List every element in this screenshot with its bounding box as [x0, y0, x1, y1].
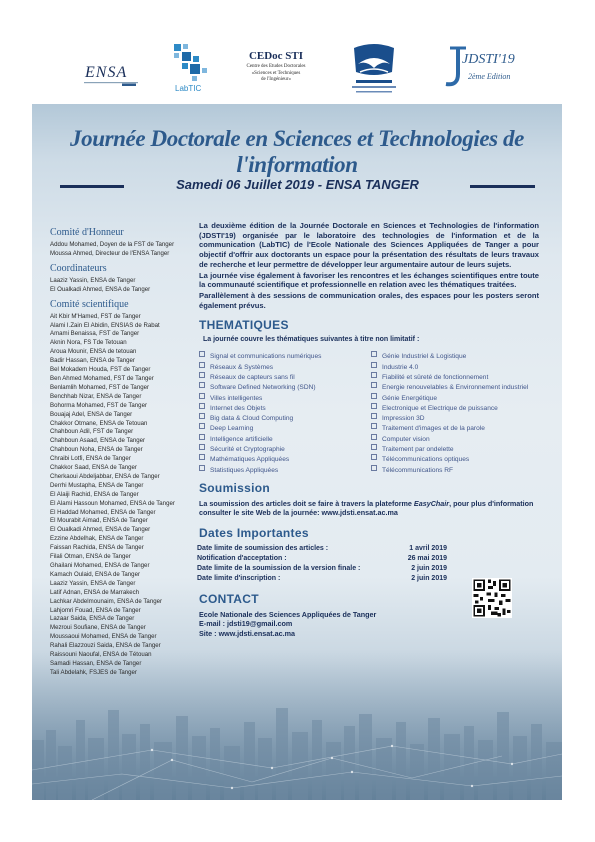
checkbox-icon	[199, 444, 205, 450]
thematique-label: Génie Industriel & Logistique	[382, 353, 467, 361]
thematique-label: Impression 3D	[382, 415, 425, 423]
cedoc-line-3: de l'Ingénieur»	[261, 77, 291, 82]
checkbox-icon	[371, 423, 377, 429]
coordinateurs-list	[50, 277, 200, 295]
checkbox-icon	[199, 382, 205, 388]
thematique-item	[199, 403, 367, 413]
checkbox-icon	[371, 382, 377, 388]
comite-scientifique-member: Aroua Mounir, ENSA de tetouan	[50, 348, 137, 356]
date-row	[197, 554, 447, 564]
cedoc-title: CEDoc STI	[248, 50, 304, 62]
thematique-item	[199, 351, 367, 361]
comite-scientifique-member: Lahjomri Fouad, ENSA de Tanger	[50, 606, 141, 614]
checkbox-icon	[371, 403, 377, 409]
comite-scientifique-member: Badir Hassan, ENSA de Tanger	[50, 357, 135, 365]
honneur-list	[50, 241, 200, 259]
comite-scientifique-member: Benlamlih Mohamed, FST de Tanger	[50, 383, 150, 391]
comite-scientifique-member: Raissouni Naoufal, ENSA de Tétouan	[50, 651, 152, 659]
comite-scientifique-list	[50, 313, 200, 678]
comite-scientifique-member: Lazaar Saida, ENSA de Tanger	[50, 615, 135, 623]
date-value: 26 mai 2019	[407, 554, 447, 562]
comite-scientifique-member: El Alaiji Rachid, ENSA de Tanger	[50, 490, 139, 498]
comite-scientifique-member: Chahboun Adil, FST de Tanger	[50, 428, 134, 436]
checkbox-icon	[371, 454, 377, 460]
thematique-label: Télécommunications optiques	[382, 456, 470, 464]
thematique-item	[371, 382, 539, 392]
comite-scientifique-member: Chahboun Noha, ENSA de Tanger	[50, 446, 143, 454]
labtic-logo-text: LabTIC	[175, 84, 202, 93]
thematique-label: Deep Learning	[210, 425, 254, 433]
honneur-member: Addou Mohamed, Doyen de la FST de Tanger	[50, 241, 175, 248]
thematique-label: Industrie 4.0	[382, 363, 419, 371]
comite-scientifique-member: Amami Benaissa, FST de Tanger	[50, 330, 140, 338]
thematiques-column-2	[371, 351, 539, 475]
comite-scientifique-member: Chraibi Lotfi, ENSA de Tanger	[50, 455, 131, 463]
checkbox-icon	[199, 465, 205, 471]
checkbox-icon	[371, 444, 377, 450]
checkbox-icon	[199, 403, 205, 409]
contact-title: CONTACT	[199, 591, 259, 606]
intro-paragraph-1: La deuxième édition de la Journée Doctorale en Sciences et Technologies de l'information (JDSTI'19) organisée par le laboratoire des technologies de l'information et de la communication (LabTIC) de l'Ecole Nationale des Sciences Appliquées de Tanger a pour objectif d'offrir aux doctorants un espace pour la présentation des résultats de leurs travaux de recherche et leur permettre de développer leur argumentaire autour de leurs sujets.	[199, 221, 539, 269]
thematique-label: Statistiques Appliquées	[210, 466, 279, 474]
comite-scientifique-member: Aknin Nora, FS Tde Tetouan	[50, 339, 127, 347]
contact-email[interactable]: E-mail : jdsti19@gmail.com	[199, 619, 293, 629]
comite-scientifique-member: El Oualkadi Ahmed, ENSA de Tanger	[50, 526, 151, 534]
comite-scientifique-member: Chakkor Saad, ENSA de Tanger	[50, 464, 137, 472]
comite-scientifique-member: Kamach Oulaid, ENSA de Tanger	[50, 570, 140, 578]
soumission-text-post: , pour plus d'information consulter le site Web de la journée: www.jdsti.ensat.ac.ma	[199, 498, 534, 518]
checkbox-icon	[371, 393, 377, 399]
ensa-logo	[82, 62, 140, 90]
coordinateur-member: El Oualkadi Ahmed, ENSA de Tanger	[50, 285, 151, 293]
thematique-label: Intelligence artificielle	[210, 435, 273, 443]
thematique-label: Big data & Cloud Computing	[210, 415, 294, 423]
comite-scientifique-member: Derrhi Mustapha, ENSA de Tanger	[50, 481, 144, 489]
thematique-item	[199, 423, 367, 433]
ensa-logo-text: ENSA	[85, 64, 128, 81]
checkbox-icon	[371, 413, 377, 419]
thematique-item	[199, 372, 367, 382]
labtic-logo-graphic	[168, 42, 212, 86]
date-value: 2 juin 2019	[411, 574, 447, 582]
jdsti-title: JDSTI'19	[462, 52, 515, 67]
comite-scientifique-member: Chakkor Otmane, ENSA de Tetouan	[50, 419, 148, 427]
university-seal-graphic	[344, 42, 404, 100]
comite-scientifique-member: Samadi Hassan, ENSA de Tanger	[50, 659, 142, 667]
checkbox-icon	[199, 454, 205, 460]
thematique-label: Traitement par ondelette	[382, 446, 454, 453]
cedoc-line-2: «Sciences et Techniques	[251, 70, 301, 76]
comite-scientifique-title: Comité scientifique	[50, 298, 129, 310]
thematique-item	[199, 413, 367, 423]
thematique-item	[371, 372, 539, 382]
checkbox-icon	[199, 423, 205, 429]
committees-column	[50, 226, 200, 678]
thematiques-list	[199, 351, 539, 475]
comite-scientifique-member: Bel Mokadem Houda, FST de Tanger	[50, 366, 151, 374]
thematique-label: Réseaux & Systèmes	[210, 363, 274, 371]
comite-scientifique-member: Bohorma Mohamed, FST de Tanger	[50, 401, 147, 409]
thematique-label: Software Defined Networking (SDN)	[210, 384, 316, 392]
intro-paragraph-2: La journée vise également à favoriser les rencontres et les échanges scientifiques entre toute la communauté scientifique et professionnelle en relation avec les thématiques traitées.	[199, 270, 539, 290]
dates-title: Dates Importantes	[199, 525, 309, 540]
dateline	[60, 178, 535, 194]
checkbox-icon	[199, 393, 205, 399]
qr-code-icon	[472, 578, 512, 618]
cedoc-logo	[236, 50, 316, 96]
thematique-item	[199, 444, 367, 454]
comite-scientifique-member: Rahali Elazzouzi Saida, ENSA de Tanger	[50, 642, 161, 650]
comite-scientifique-member: Latif Adnan, ENSA de Marrakech	[50, 588, 140, 596]
comite-scientifique-member: Alami I.Zain El Abidin, ENSIAS de Rabat	[50, 321, 160, 329]
thematique-label: Fiabilité et sûreté de fonctionnement	[382, 373, 489, 381]
thematique-item	[371, 423, 539, 433]
thematique-label: Internet des Objets	[210, 404, 266, 412]
comite-scientifique-member: Chahboun Asaad, ENSA de Tanger	[50, 437, 146, 445]
comite-scientifique-member: Faissan Rachida, ENSA de Tanger	[50, 544, 144, 552]
thematique-item	[199, 434, 367, 444]
comite-scientifique-member: Mezroui Soufiane, ENSA de Tanger	[50, 624, 146, 632]
comite-scientifique-member: Bouajaj Adel, ENSA de Tanger	[50, 410, 133, 418]
coordinateur-member: Laaziz Yassin, ENSA de Tanger	[50, 276, 136, 284]
soumission-text	[199, 499, 539, 518]
thematique-item	[371, 454, 539, 464]
thematique-item	[371, 351, 539, 361]
logo-strip	[0, 0, 595, 104]
date-label: Notification d'acceptation :	[197, 554, 287, 562]
checkbox-icon	[199, 434, 205, 440]
honneur-member: Moussa Ahmed, Directeur de l'ENSA Tanger	[50, 249, 170, 257]
thematique-label: Villes intelligentes	[210, 394, 263, 402]
thematique-item	[371, 434, 539, 444]
poster-title: Journée Doctorale en Sciences et Technologies de l'information	[70, 126, 524, 177]
thematique-label: Energie renouvelables & Environnement industriel	[382, 384, 529, 392]
date-value: 1 avril 2019	[409, 544, 447, 552]
thematique-item	[199, 454, 367, 464]
checkbox-icon	[371, 372, 377, 378]
cedoc-line-1: Centre des Etudes Doctorales	[246, 64, 306, 69]
comite-scientifique-member: El Alami Hassoun Mohamed, ENSA de Tanger	[50, 499, 175, 507]
comite-scientifique-member: Cherkaoui Abdeljabbar, ENSA de Tanger	[50, 472, 160, 480]
comite-scientifique-member: Tali Abdelahk, FSJES de Tanger	[50, 668, 137, 676]
thematique-label: Traitement d'images et de la parole	[382, 425, 485, 433]
thematique-item	[199, 382, 367, 392]
comite-scientifique-member: El Haddad Mohamed, ENSA de Tanger	[50, 508, 156, 516]
comite-scientifique-member: Ghailani Mohamed, ENSA de Tanger	[50, 562, 150, 569]
thematique-label: Réseaux de capteurs sans fil	[210, 373, 295, 381]
coordinateurs-title: Coordinateurs	[50, 262, 107, 274]
thematique-label: Génie Energétique	[382, 394, 437, 402]
thematique-label: Electronique et Electrique de puissance	[382, 404, 498, 412]
checkbox-icon	[199, 372, 205, 378]
date-row	[197, 574, 447, 584]
thematique-item	[199, 465, 367, 475]
thematique-item	[371, 403, 539, 413]
soumission-text-pre: La soumission des articles doit se faire à travers la plateforme	[199, 498, 414, 508]
checkbox-icon	[199, 362, 205, 368]
thematique-label: Mathématiques Appliquées	[210, 456, 290, 464]
comite-scientifique-member: Benchhab Nizar, ENSA de Tanger	[50, 392, 142, 400]
comite-scientifique-member: Ait Kbir M'Hamed, FST de Tanger	[50, 312, 141, 320]
contact-site[interactable]: Site : www.jdsti.ensat.ac.ma	[199, 628, 295, 638]
checkbox-icon	[371, 362, 377, 368]
thematiques-title: THEMATIQUES	[199, 318, 289, 333]
soumission-platform: EasyChair	[413, 498, 450, 508]
comite-scientifique-member: Filali Otman, ENSA de Tanger	[50, 553, 131, 561]
checkbox-icon	[371, 351, 377, 357]
thematique-item	[199, 393, 367, 403]
soumission-title: Soumission	[199, 480, 271, 495]
thematique-item	[371, 465, 539, 475]
contact-school: Ecole Nationale des Sciences Appliquées de Tanger	[199, 609, 377, 619]
comite-scientifique-member: Lachkar Abdelmounaim, ENSA de Tanger	[50, 597, 163, 605]
thematiques-subtitle: La journée couvre les thématiques suivantes à titre non limitatif :	[203, 336, 420, 344]
main-column	[199, 221, 539, 638]
comite-scientifique-member: Ezzine Abdelhak, ENSA de Tanger	[50, 535, 144, 543]
university-logo	[344, 42, 404, 100]
thematique-label: Signal et communications numériques	[210, 353, 322, 361]
thematique-item	[371, 444, 539, 454]
comite-scientifique-member: Ben Ahmed Mohamed, FST de Tanger	[50, 374, 154, 382]
date-row	[197, 564, 447, 574]
checkbox-icon	[199, 351, 205, 357]
intro-text	[199, 221, 539, 310]
labtic-logo	[168, 42, 212, 96]
jdsti-edition: 2ème Edition	[468, 72, 511, 81]
thematique-item	[371, 413, 539, 423]
checkbox-icon	[371, 465, 377, 471]
checkbox-icon	[371, 434, 377, 440]
date-label: Date limite d'inscription :	[197, 574, 281, 582]
date-label: Date limite de la soumission de la version finale :	[197, 564, 361, 572]
comite-scientifique-member: El Mourabit Aimad, ENSA de Tanger	[50, 517, 148, 525]
thematiques-column-1	[199, 351, 367, 475]
intro-paragraph-3: Parallèlement à des sessions de communication orales, des espaces pour les posters seront également prévus.	[199, 290, 539, 310]
date-row	[197, 544, 447, 554]
jdsti-logo	[440, 44, 520, 94]
thematique-item	[371, 393, 539, 403]
thematique-label: Computer vision	[382, 435, 430, 443]
thematique-item	[199, 362, 367, 372]
date-label: Date limite de soumission des articles :	[197, 544, 329, 552]
comite-scientifique-member: Moussaoui Mohamed, ENSA de Tanger	[50, 633, 157, 641]
thematique-item	[371, 362, 539, 372]
thematique-label: Télécommunications RF	[382, 466, 454, 474]
comite-scientifique-member: Laaziz Yassin, ENSA de Tanger	[50, 579, 136, 587]
dateline-text: Samedi 06 Juillet 2019 - ENSA TANGER	[176, 177, 419, 192]
honneur-title: Comité d'Honneur	[50, 227, 124, 238]
date-value: 2 juin 2019	[411, 564, 447, 572]
thematique-label: Sécurité et Cryptographie	[210, 446, 285, 453]
checkbox-icon	[199, 413, 205, 419]
